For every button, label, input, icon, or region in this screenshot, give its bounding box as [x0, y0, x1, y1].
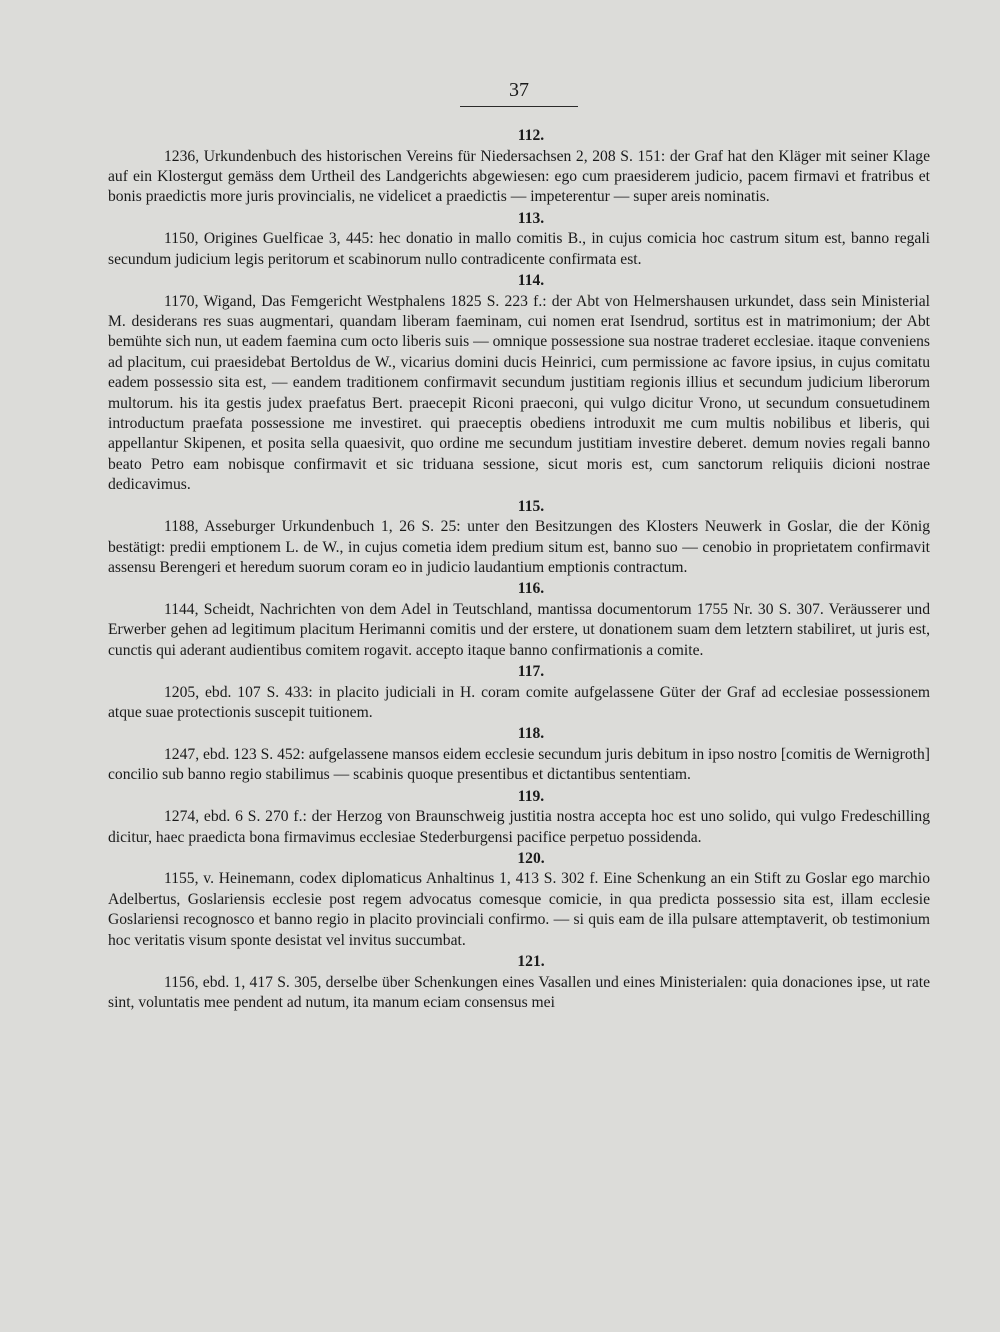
entry-number: 112. — [517, 127, 545, 144]
entry-number: 113. — [517, 209, 545, 227]
entry-paragraph: 1188, Asseburger Urkundenbuch 1, 26 S. 25: unter den Besitzungen des Klosters Neuwerk in Goslar, die der König bestätigt: predii emptionem L. de W., in cujus cometia idem predium situm est, banno suo — cenobio in proprietatem confirmavit assensu Berengeri et heredum suorum coram eo in judicio laudantium emptionis contractum. — [108, 518, 930, 576]
entry-number: 117. — [517, 663, 545, 681]
document-body — [108, 125, 930, 1013]
entry-paragraph: 1274, ebd. 6 S. 270 f.: der Herzog von Braunschweig justitia nostra accepta hoc est uno solido, qui vulgo Fredeschilling dicitur, haec praedicta bona firmavimus ecclesiae Stederburgensi pacifice perpetuo possidenda. — [108, 808, 930, 846]
entry-number: 120. — [517, 849, 545, 867]
entry-number: 121. — [517, 953, 545, 971]
entry-number: 119. — [517, 787, 545, 805]
entry-paragraph: 1236, Urkundenbuch des historischen Vereins für Niedersachsen 2, 208 S. 151: der Graf hat den Kläger mit seiner Klage auf ein Klostergut gemäss dem Urtheil des Landgerichts abgewiesen: ego cum praesiderem judicio, pacem firmavi et fratribus et bonis praedictis more juris provincialis, ne videlicet a praedictis — impeterentur — super areis nominatis. — [108, 147, 930, 206]
entry-paragraph: 1155, v. Heinemann, codex diplomaticus Anhaltinus 1, 413 S. 302 f. Eine Schenkung an ein Stift zu Goslar ego marchio Adelbertus, Goslariensis ecclesie post regem advocatus comesque comicie, in qua predicta possessio sita est, illam ecclesie Goslariensi recognosco et banno regio in placito provinciali confirmo. — si quis eam de illa pulsare attemptaverit, ob testimonium hoc veritatis visum sponte desistat vel invitus succumbat. — [108, 870, 930, 949]
entry-paragraph: 1156, ebd. 1, 417 S. 305, derselbe über Schenkungen eines Vasallen und eines Ministerialen: quia donaciones ipse, ut rate sint, voluntatis mee pendent ad nutum, ita manum eciam consensus mei — [108, 973, 930, 1011]
entry-number: 115. — [517, 497, 545, 515]
entry-paragraph: 1247, ebd. 123 S. 452: aufgelassene mansos eidem ecclesie secundum juris debitum in ipso nostro [comitis de Wernigroth] concilio sub banno regio stabilimus — scabinis quoque presentibus et dictantibus sententiam. — [108, 745, 930, 784]
entry-paragraph: 1144, Scheidt, Nachrichten von dem Adel in Teutschland, mantissa documentorum 1755 Nr. 30 S. 307. Veräusserer und Erwerber gehen ad legitimum placitum Herimanni comitis und der erstere, ut donationem suam dem letztern stabiliret, ut juris est, cunctis qui aderant audientibus comitem rogavit. accepto itaque banno confirmationis a comite. — [108, 600, 930, 659]
entry-paragraph: 1170, Wigand, Das Femgericht Westphalens 1825 S. 223 f.: der Abt von Helmershausen urkundet, dass sein Ministerial M. desiderans res suas augmentari, quandam liberam faeminam, cui nomen erat Isendrud, sortitus est in matrimonium; der Abt bemühte sich nun, ut eadem faemina cum octo liberis suis — omnique possessione sua nostrae traderet ecclesiae. itaque conveniens ad placitum, cui praesidebat Bertoldus de W., vicarius domini ducis Heinrici, cum permissione ac favore ipsius, in cujus comitatu eadem possessio sita est, — eandem traditionem confirmavit secundum justitiam regionis illius et secundum judicium liberorum multorum. his ita gestis judex praefatus Bert. praecepit Riconi praeconi, qui vulgo dicitur Vrono, ut secundum consuetudinem introductum praefata possessione me investiret. qui praeceptis obediens introduxit me cum multis nobilibus et liberis, qui appellantur Skipenen, et posita sella quaesivit, quo ordine me secundum justitiam investire deberet. demum novies regali banno beato Petro eam nobisque confirmavit et sic triduana sessione, sicut moris est, cum sanctorum reliquiis dicioni nostrae dedicavimus. — [108, 292, 930, 494]
entry-number: 114. — [517, 272, 545, 290]
entry-paragraph: 1150, Origines Guelficae 3, 445: hec donatio in mallo comitis B., in cujus comicia hoc castrum situm est, banno regali secundum judicium legis peritorum et scabinorum nullo contradicente confirmata est. — [108, 230, 930, 268]
entry-number: 118. — [517, 725, 545, 743]
page-number: 37 — [460, 78, 578, 107]
entry-number: 116. — [517, 580, 545, 598]
entry-paragraph: 1205, ebd. 107 S. 433: in placito judiciali in H. coram comite aufgelassene Güter der Graf ad ecclesiae possessionem atque suae protectionis suscepit tuitionem. — [108, 683, 930, 721]
